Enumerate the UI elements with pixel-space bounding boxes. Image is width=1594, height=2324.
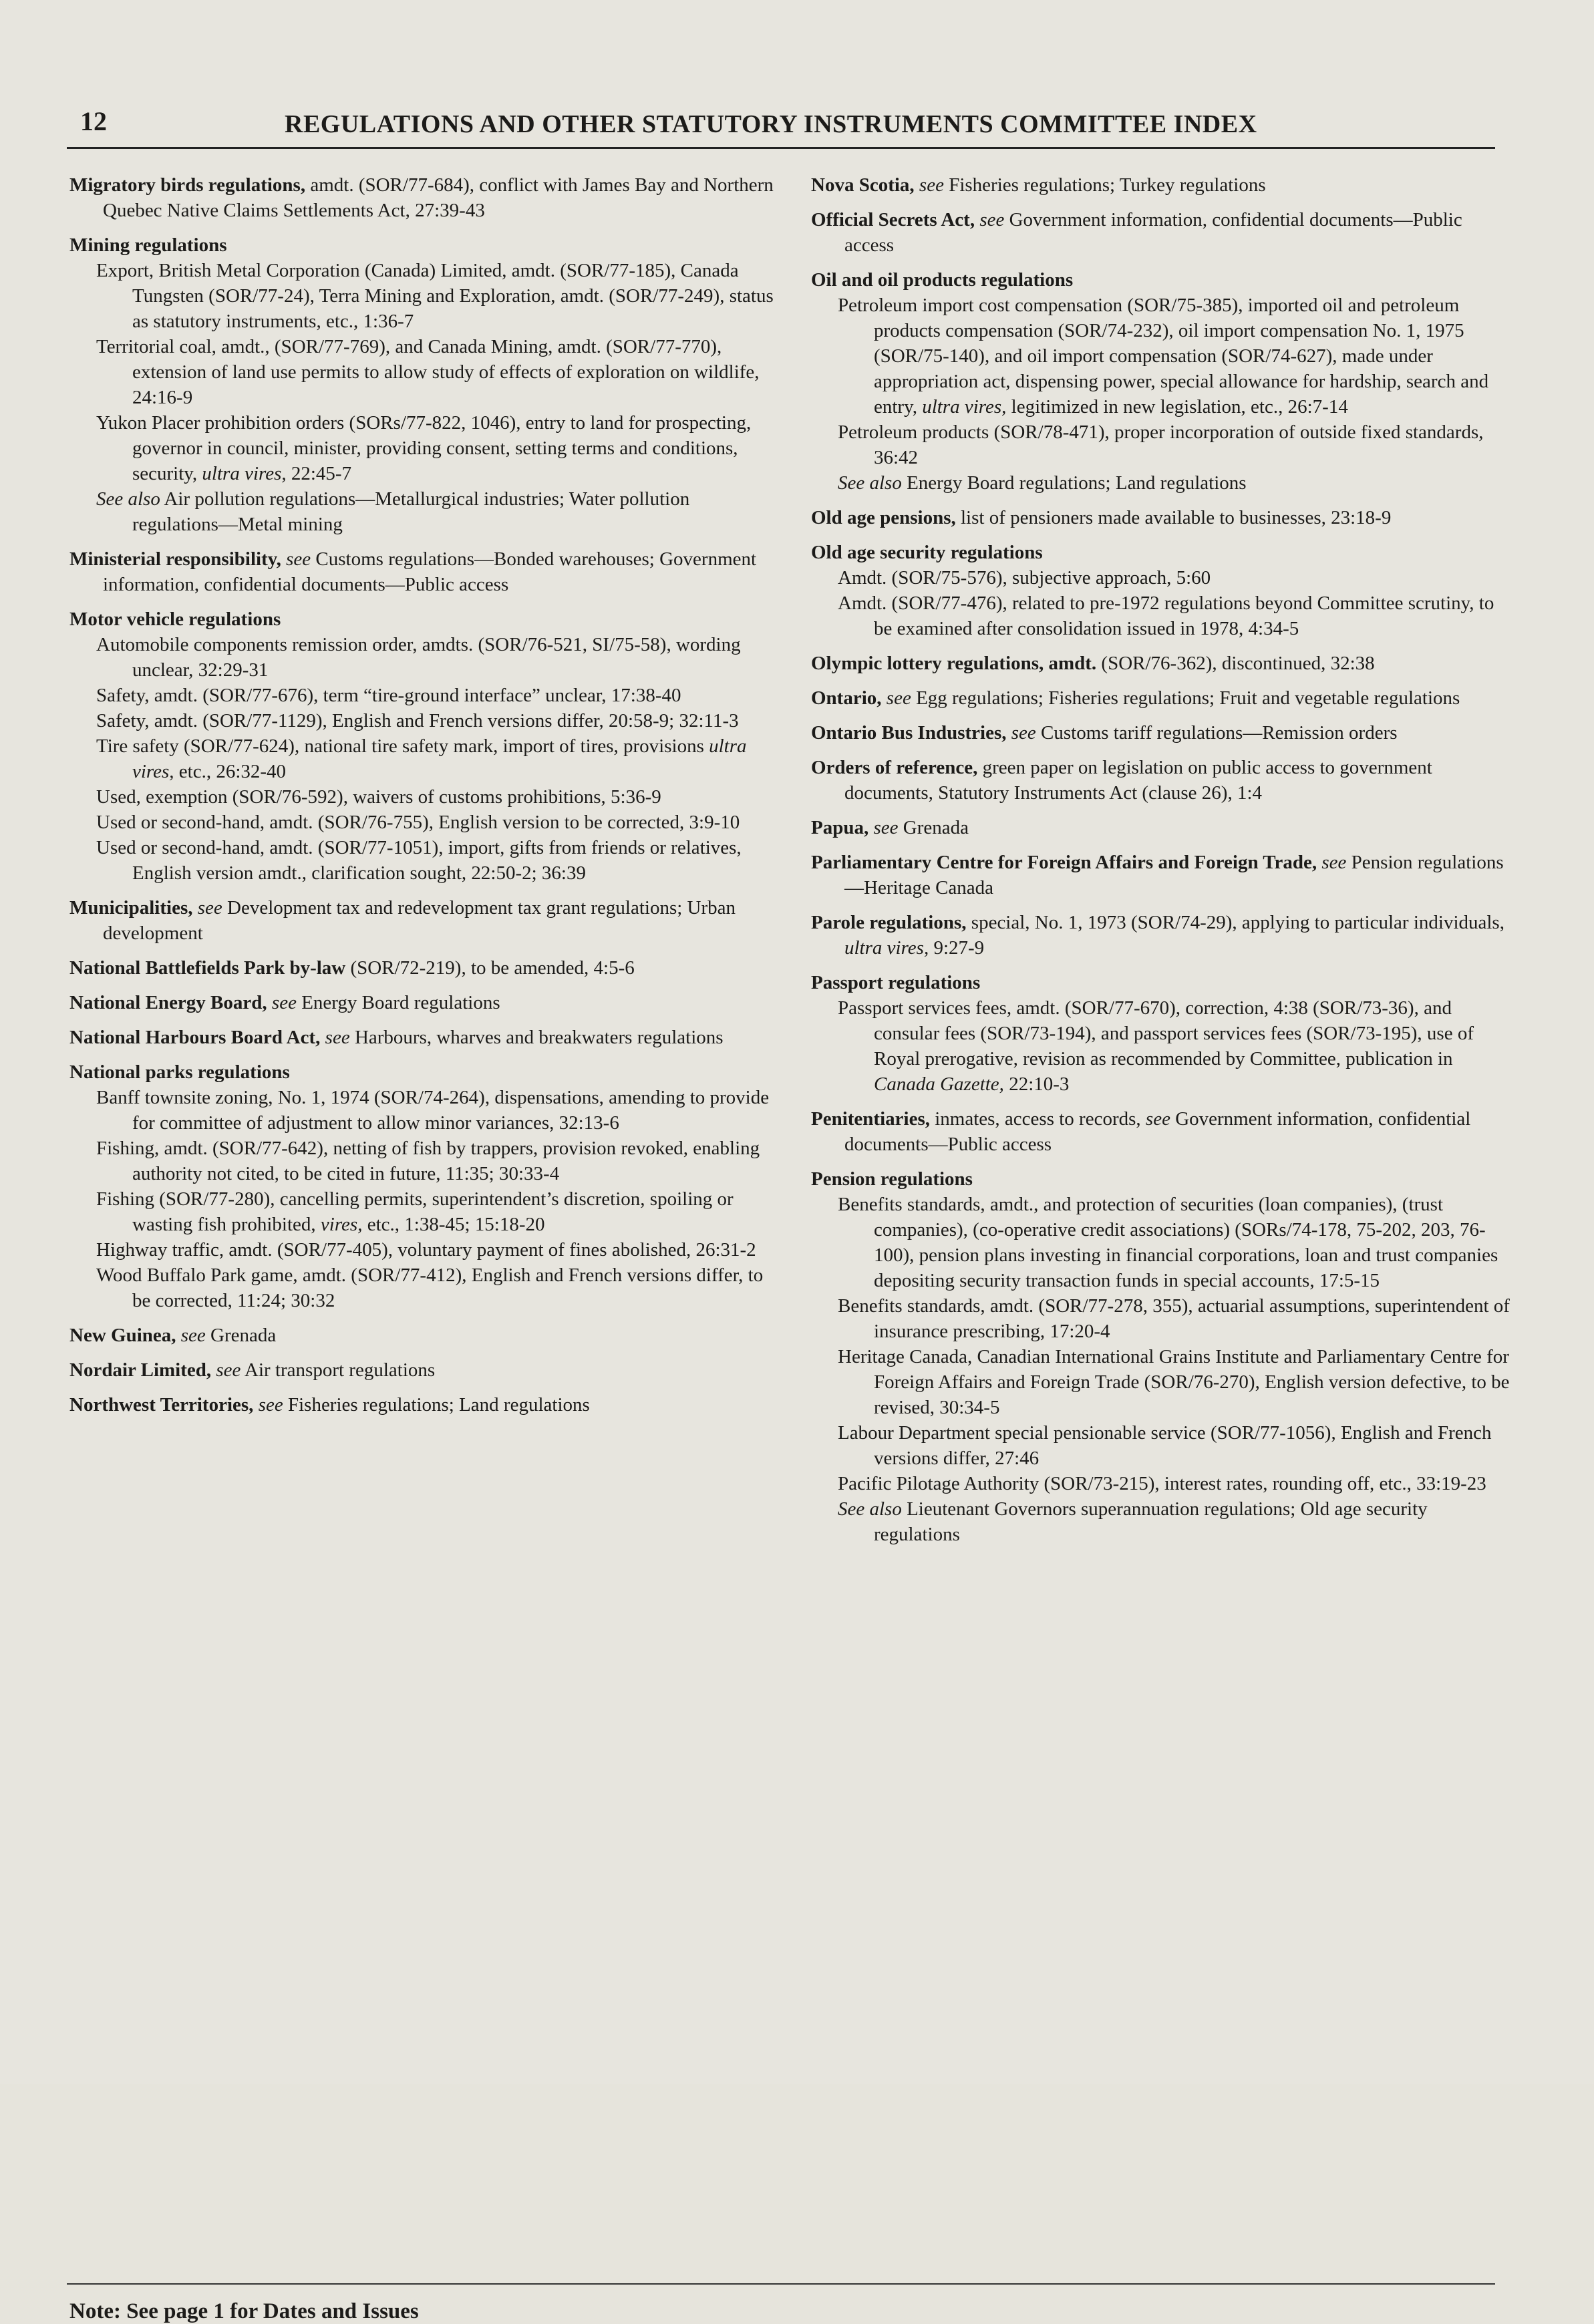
index-entry <box>811 685 1512 711</box>
see-label: see <box>258 1394 283 1416</box>
subentry-text: 22:10-3 <box>1003 1073 1070 1095</box>
subentry: Wood Buffalo Park game, amdt. (SOR/77-412), English and French versions differ, to be corrected, 11:24; 30:32 <box>96 1265 764 1311</box>
entry-text: (SOR/72-219), to be amended, 4:5-6 <box>345 957 635 979</box>
entry-heading: National Energy Board, <box>69 992 267 1013</box>
entry-text: Egg regulations; Fisheries regulations; Fruit and vegetable regulations <box>911 687 1460 709</box>
see-label: see <box>271 992 297 1013</box>
subentry: Used or second-hand, amdt. (SOR/77-1051), import, gifts from friends or relatives, English version amdt., clarification sought, 22:50-2; 36:39 <box>96 837 742 884</box>
index-entry <box>811 850 1512 900</box>
subentry-italic: ultra vires, <box>132 735 747 782</box>
entry-heading: National Harbours Board Act, <box>69 1027 321 1048</box>
subentry: Pacific Pilotage Authority (SOR/73-215), interest rates, rounding off, etc., 33:19-23 <box>838 1473 1486 1494</box>
entry-text: Government information, confidential documents—Public access <box>844 209 1462 256</box>
see-label: see <box>216 1359 241 1381</box>
left-column <box>69 172 778 1427</box>
index-entry <box>811 267 1512 496</box>
entry-text: Fisheries regulations; Land regulations <box>283 1394 590 1416</box>
entry-text: (SOR/76-362), discontinued, 32:38 <box>1096 653 1375 674</box>
subentry-text: legitimized in new legislation, etc., 26:7-14 <box>1006 396 1348 418</box>
subentry-italic: vires, <box>320 1214 363 1235</box>
index-entry <box>69 895 778 946</box>
footer-note: Note: See page 1 for Dates and Issues <box>69 2299 419 2323</box>
index-entry <box>69 955 778 981</box>
entry-italic: ultra vires, <box>844 937 929 959</box>
index-entry <box>69 1059 778 1313</box>
entry-heading: Oil and oil products regulations <box>811 269 1074 291</box>
entry-heading: Northwest Territories, <box>69 1394 254 1416</box>
entry-text: Customs tariff regulations—Remission orders <box>1035 722 1398 743</box>
entry-heading: Pension regulations <box>811 1168 973 1190</box>
index-entry <box>811 970 1512 1097</box>
entry-heading: Municipalities, <box>69 897 193 919</box>
entry-text: Grenada <box>898 817 969 838</box>
entry-text: Government information, confidential documents—Public access <box>844 1108 1471 1155</box>
subentry: Fishing, amdt. (SOR/77-642), netting of fish by trappers, provision revoked, enabling authority not cited, to be cited in future, 11:35; 30:33-4 <box>96 1138 760 1184</box>
subentry: Benefits standards, amdt. (SOR/77-278, 355), actuarial assumptions, superintendent of insurance prescribing, 17:20-4 <box>838 1295 1510 1342</box>
subentry: Safety, amdt. (SOR/77-676), term “tire-ground interface” unclear, 17:38-40 <box>96 685 681 706</box>
entry-heading: Official Secrets Act, <box>811 209 975 230</box>
index-entry <box>811 815 1512 840</box>
subentry: Used, exemption (SOR/76-592), waivers of customs prohibitions, 5:36-9 <box>96 786 661 808</box>
see-label: see <box>886 687 911 709</box>
entry-text: inmates, access to records, <box>929 1108 1146 1130</box>
see-also-label: See also <box>838 1498 902 1520</box>
see-also-label: See also <box>838 472 902 494</box>
subentry-text: 22:45-7 <box>286 463 352 484</box>
subentry-text: Air pollution regulations—Metallurgical industries; Water pollution regulations—Metal mining <box>132 488 690 535</box>
entry-heading: Olympic lottery regulations, amdt. <box>811 653 1097 674</box>
entry-text: Energy Board regulations <box>296 992 500 1013</box>
entry-heading: Mining regulations <box>69 234 227 256</box>
see-label: see <box>1321 852 1347 873</box>
entry-text: Harbours, wharves and breakwaters regulations <box>349 1027 724 1048</box>
entry-heading: Parliamentary Centre for Foreign Affairs and Foreign Trade, <box>811 852 1317 873</box>
entry-heading: Ontario, <box>811 687 882 709</box>
see-also-subentry <box>69 486 778 537</box>
index-entry <box>811 207 1512 258</box>
subentry: Export, British Metal Corporation (Canada) Limited, amdt. (SOR/77-185), Canada Tungsten (SOR/77-24), Terra Mining and Exploration, amdt. (SOR/77-249), status as statutory instruments, etc., 1:36-7 <box>96 260 774 332</box>
entry-text: list of pensioners made available to businesses, 23:18-9 <box>955 507 1392 528</box>
entry-heading: National Battlefields Park by-law <box>69 957 346 979</box>
index-entry <box>811 1166 1512 1547</box>
index-entry <box>69 1357 778 1383</box>
page-number: 12 <box>80 106 107 136</box>
entry-heading: National parks regulations <box>69 1061 290 1083</box>
page-header <box>67 100 1495 147</box>
subentry-text: Lieutenant Governors superannuation regulations; Old age security regulations <box>874 1498 1428 1545</box>
subentry <box>69 410 778 486</box>
index-entry <box>811 505 1512 530</box>
entry-heading: Old age pensions, <box>811 507 956 528</box>
subentry: Heritage Canada, Canadian International Grains Institute and Parliamentary Centre for Foreign Affairs and Foreign Trade (SOR/76-270), English version defective, to be revised, 30:34-5 <box>838 1346 1510 1418</box>
see-also-label: See also <box>96 488 160 510</box>
subentry: Highway traffic, amdt. (SOR/77-405), voluntary payment of fines abolished, 26:31-2 <box>96 1239 756 1261</box>
see-label: see <box>325 1027 350 1048</box>
subentry: Automobile components remission order, amdts. (SOR/76-521, SI/75-58), wording unclear, 32:29-31 <box>96 634 741 681</box>
see-label: see <box>286 548 311 570</box>
subentry-text: etc., 1:38-45; 15:18-20 <box>362 1214 545 1235</box>
entry-heading: Nordair Limited, <box>69 1359 212 1381</box>
subentry <box>811 293 1512 420</box>
subentry-italic: ultra vires, <box>202 463 287 484</box>
subentry: Used or second-hand, amdt. (SOR/76-755), English version to be corrected, 3:9-10 <box>96 812 740 833</box>
subentry: Labour Department special pensionable service (SOR/77-1056), English and French versions differ, 27:46 <box>838 1422 1492 1469</box>
index-entry <box>69 546 778 597</box>
subentry-text: Petroleum import cost compensation (SOR/75-385), imported oil and petroleum products compensation (SOR/74-232), oil import compensation No. 1, 1975 (SOR/75-140), and oil import compensation (SOR/74-627), made under appropriation act, dispensing power, special allowance for hardship, search and entry, <box>838 295 1489 418</box>
header-rule <box>67 147 1495 149</box>
entry-heading: Orders of reference, <box>811 757 978 778</box>
see-label: see <box>197 897 222 919</box>
index-entry <box>69 1323 778 1348</box>
subentry: Safety, amdt. (SOR/77-1129), English and French versions differ, 20:58-9; 32:11-3 <box>96 710 739 731</box>
subentry-italic: ultra vires, <box>922 396 1007 418</box>
see-label: see <box>919 174 944 196</box>
entry-text: green paper on legislation on public access to government documents, Statutory Instruments Act (clause 26), 1:4 <box>844 757 1432 804</box>
index-entry <box>69 1025 778 1050</box>
entry-heading: Parole regulations, <box>811 912 967 933</box>
subentry: Amdt. (SOR/75-576), subjective approach, 5:60 <box>838 567 1211 589</box>
entry-text: amdt. (SOR/77-684), conflict with James Bay and Northern Quebec Native Claims Settlements Act, 27:39-43 <box>103 174 774 221</box>
entry-heading: New Guinea, <box>69 1325 176 1346</box>
entry-heading: Papua, <box>811 817 869 838</box>
index-entry <box>811 651 1512 676</box>
entry-text: Customs regulations—Bonded warehouses; Government information, confidential documents—Public access <box>103 548 757 595</box>
entry-text: Grenada <box>205 1325 277 1346</box>
see-also-subentry <box>811 470 1512 496</box>
subentry-text: Yukon Placer prohibition orders (SORs/77-822, 1046), entry to land for prospecting, governor in council, minister, providing consent, setting terms and conditions, security, <box>96 412 752 484</box>
subentry-text: Fishing (SOR/77-280), cancelling permits, superintendent’s discretion, spoiling or wasting fish prohibited, <box>96 1188 734 1235</box>
entry-heading: Migratory birds regulations, <box>69 174 306 196</box>
subentry <box>69 1186 778 1237</box>
see-also-subentry <box>811 1496 1512 1547</box>
footer-rule <box>67 2283 1495 2285</box>
see-label: see <box>180 1325 206 1346</box>
entry-text: Development tax and redevelopment tax grant regulations; Urban development <box>103 897 736 944</box>
running-title: REGULATIONS AND OTHER STATUTORY INSTRUMENTS COMMITTEE INDEX <box>285 110 1257 138</box>
entry-heading: Passport regulations <box>811 972 981 993</box>
index-entry <box>69 172 778 223</box>
see-label: see <box>979 209 1005 230</box>
entry-heading: Motor vehicle regulations <box>69 609 281 630</box>
subentry: Territorial coal, amdt., (SOR/77-769), and Canada Mining, amdt. (SOR/77-770), extension of land use permits to allow study of effects of exploration on wildlife, 24:16-9 <box>96 336 760 408</box>
index-entry <box>811 540 1512 641</box>
subentry: Benefits standards, amdt., and protection of securities (loan companies), (trust companies), (co-operative credit associations) (SORs/74-178, 75-202, 203, 76-100), pension plans investing in financial corporations, loan and trust companies depositing security transaction funds in special accounts, 17:5-15 <box>838 1194 1498 1291</box>
subentry-text: Energy Board regulations; Land regulations <box>901 472 1247 494</box>
index-entry <box>811 910 1512 961</box>
subentry: Amdt. (SOR/77-476), related to pre-1972 regulations beyond Committee scrutiny, to be examined after consolidation issued in 1978, 4:34-5 <box>838 593 1494 639</box>
entry-text: special, No. 1, 1973 (SOR/74-29), applying to particular individuals, <box>966 912 1504 933</box>
subentry-text: etc., 26:32-40 <box>174 761 287 782</box>
right-column <box>811 172 1512 1556</box>
subentry-text: Passport services fees, amdt. (SOR/77-670), correction, 4:38 (SOR/73-36), and consular fees (SOR/73-194), and passport services fees (SOR/73-195), use of Royal prerogative, revision as recommended by Committee, publication in <box>838 997 1474 1069</box>
see-label: see <box>1011 722 1036 743</box>
index-entry <box>811 1106 1512 1157</box>
subentry <box>811 995 1512 1097</box>
entry-text: Pension regulations—Heritage Canada <box>844 852 1504 898</box>
index-entry <box>69 607 778 886</box>
entry-heading: Penitentiaries, <box>811 1108 930 1130</box>
entry-heading: Ministerial responsibility, <box>69 548 281 570</box>
index-entry <box>811 172 1512 198</box>
index-entry <box>69 1392 778 1418</box>
index-entry <box>69 990 778 1015</box>
subentry: Banff townsite zoning, No. 1, 1974 (SOR/74-264), dispensations, amending to provide for committee of adjustment to allow minor variances, 32:13-6 <box>96 1087 770 1134</box>
entry-heading: Old age security regulations <box>811 542 1043 563</box>
subentry: Petroleum products (SOR/78-471), proper incorporation of outside fixed standards, 36:42 <box>838 422 1484 468</box>
index-entry <box>69 232 778 537</box>
see-label: see <box>873 817 899 838</box>
entry-text: Fisheries regulations; Turkey regulations <box>943 174 1266 196</box>
index-entry <box>811 720 1512 745</box>
subentry <box>69 733 778 784</box>
subentry-text: Tire safety (SOR/77-624), national tire safety mark, import of tires, provisions <box>96 735 709 757</box>
entry-heading: Ontario Bus Industries, <box>811 722 1007 743</box>
subentry-italic: Canada Gazette, <box>874 1073 1004 1095</box>
entry-text: 9:27-9 <box>929 937 985 959</box>
entry-heading: Nova Scotia, <box>811 174 915 196</box>
index-entry <box>811 755 1512 806</box>
see-label: see <box>1145 1108 1170 1130</box>
entry-text: Air transport regulations <box>241 1359 436 1381</box>
